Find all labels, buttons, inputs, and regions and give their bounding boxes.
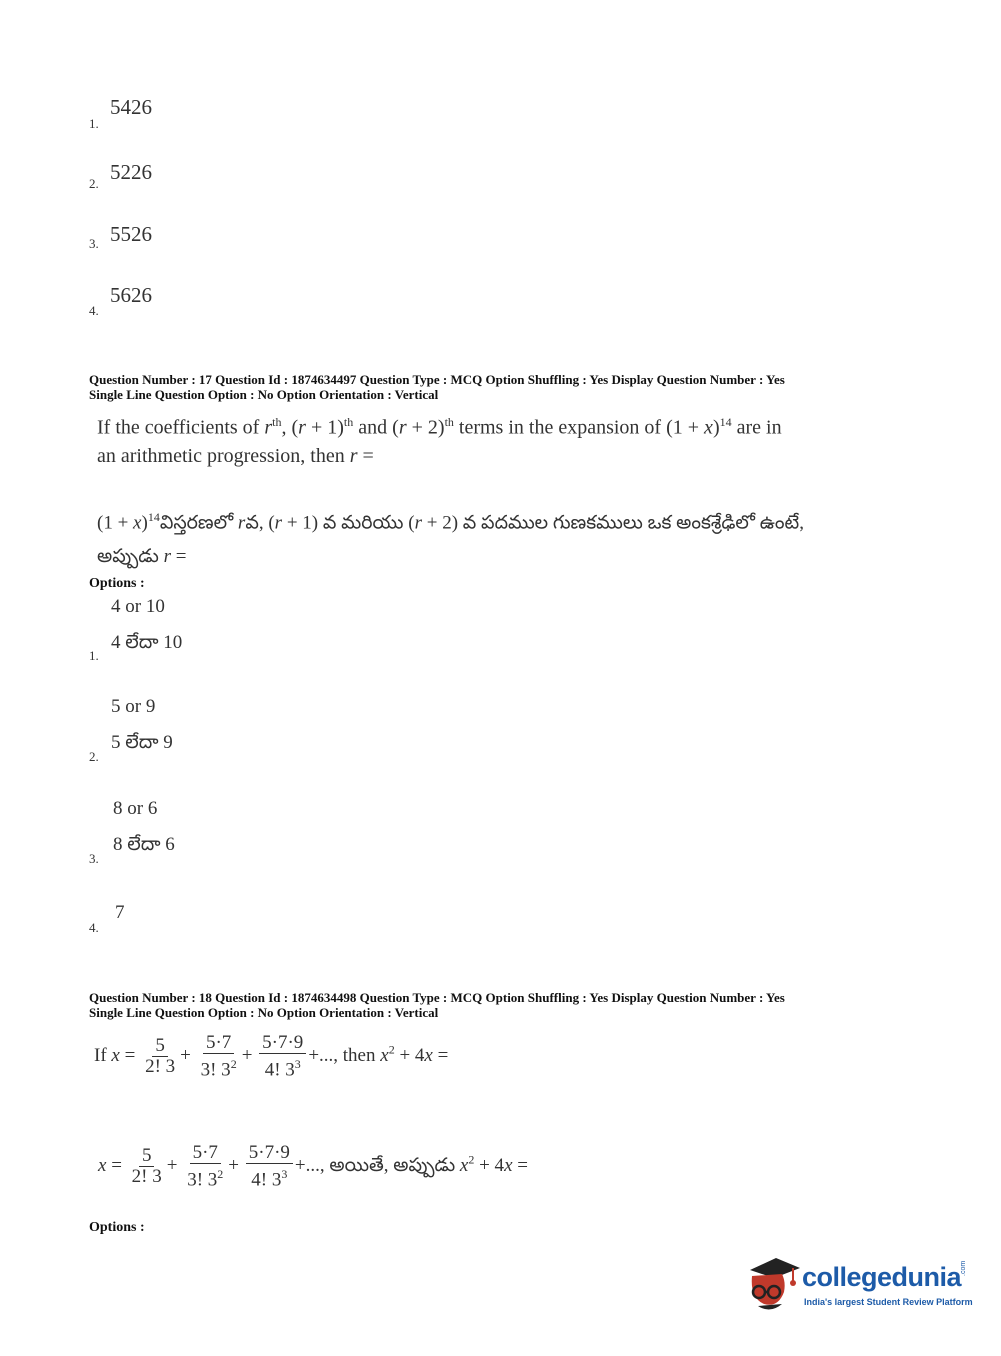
option-number: 4. xyxy=(89,303,99,318)
question-formula-telugu: x = $\frac{5}{2! 3}$ + $\frac{5\cdot 7}{3! 3^2}$ + $\frac{5\cdot 7\cdot 9}{4! 3^3}$ +..., అయితే, అప్పుడు $x^2 + 4x$ = xyxy=(98,1142,528,1191)
question-text: అప్పుడు xyxy=(97,546,159,568)
question-text: terms in the expansion of xyxy=(458,416,662,439)
question-meta-line2: Single Line Question Option : No Option Orientation : Vertical xyxy=(89,387,439,402)
question-formula-english: If x = $\frac{5}{2! 3}$ + $\frac{5\cdot 7}{3! 3^2}$ + $\frac{5\cdot 7\cdot 9}{4! 3^3}$ +..., then $x^2 + 4x$ = xyxy=(94,1032,449,1081)
question-text: వ మరియు xyxy=(322,512,404,534)
question-text: +..., then xyxy=(308,1045,376,1067)
question-text: If xyxy=(94,1045,107,1067)
options-label: Options : xyxy=(89,1220,145,1235)
logo-suffix: .com xyxy=(960,1260,967,1276)
question-text: and xyxy=(358,416,388,439)
question-text: +..., అయితే, అప్పుడు xyxy=(294,1155,456,1177)
question-meta-line2: Single Line Question Option : No Option Orientation : Vertical xyxy=(89,1005,439,1020)
question-text-english: If the coefficients of $r^{th}$, $(r + 1)^{th}$ and $(r + 2)^{th}$ terms in the expansion of $(1 + x)^{14}$ are in an arithmetic progression, then r = xyxy=(97,415,782,467)
option-value: 5626 xyxy=(110,283,152,307)
options-label: Options : xyxy=(89,576,145,591)
option-number: 4. xyxy=(89,920,99,935)
option-value: 5526 xyxy=(110,222,152,246)
logo-tagline: India's largest Student Review Platform xyxy=(804,1297,973,1307)
option-number: 2. xyxy=(89,176,99,191)
option-text-telugu: 5 లేదా 9 xyxy=(111,732,173,753)
option-text-english: 7 xyxy=(115,902,125,923)
option-value: 5426 xyxy=(110,95,152,119)
question-text-telugu: $(1 + x)^{14}విస్తరణలో$ rవ, (r + 1) వ మరియు (r + 2) వ పదముల గుణకములు ఒక అంకశ్రేఢిలో ఉంటే, అప్పుడు r = xyxy=(97,510,804,568)
option-number: 1. xyxy=(89,648,99,663)
option-value: 5226 xyxy=(110,160,152,184)
question-text: విస్తరణలో xyxy=(159,512,234,534)
option-text-english: 4 or 10 xyxy=(111,596,165,617)
question-meta-line1: Question Number : 17 Question Id : 1874634497 Question Type : MCQ Option Shuffling : Yes Display Question Number : Yes xyxy=(89,372,785,387)
logo-wordmark: collegedunia xyxy=(802,1262,962,1292)
option-number: 3. xyxy=(89,236,99,251)
collegedunia-logo[interactable] xyxy=(742,1248,972,1318)
question-meta-line1: Question Number : 18 Question Id : 1874634498 Question Type : MCQ Option Shuffling : Yes Display Question Number : Yes xyxy=(89,990,785,1005)
option-text-telugu: 4 లేదా 10 xyxy=(111,632,183,653)
question-text: an arithmetic progression, then xyxy=(97,444,345,467)
option-number: 3. xyxy=(89,851,99,866)
question-text: వ పదముల గుణకములు ఒక అంకశ్రేఢిలో ఉంటే, xyxy=(462,512,804,534)
option-number: 2. xyxy=(89,749,99,764)
option-number: 1. xyxy=(89,116,99,131)
option-text-telugu: 8 లేదా 6 xyxy=(113,834,175,855)
question-text: are in xyxy=(736,416,782,439)
question-text: వ, xyxy=(245,512,264,534)
question-text: If the coefficients of xyxy=(97,416,260,439)
option-text-english: 8 or 6 xyxy=(113,798,158,819)
option-text-english: 5 or 9 xyxy=(111,696,156,717)
mascot-icon xyxy=(742,1252,802,1312)
